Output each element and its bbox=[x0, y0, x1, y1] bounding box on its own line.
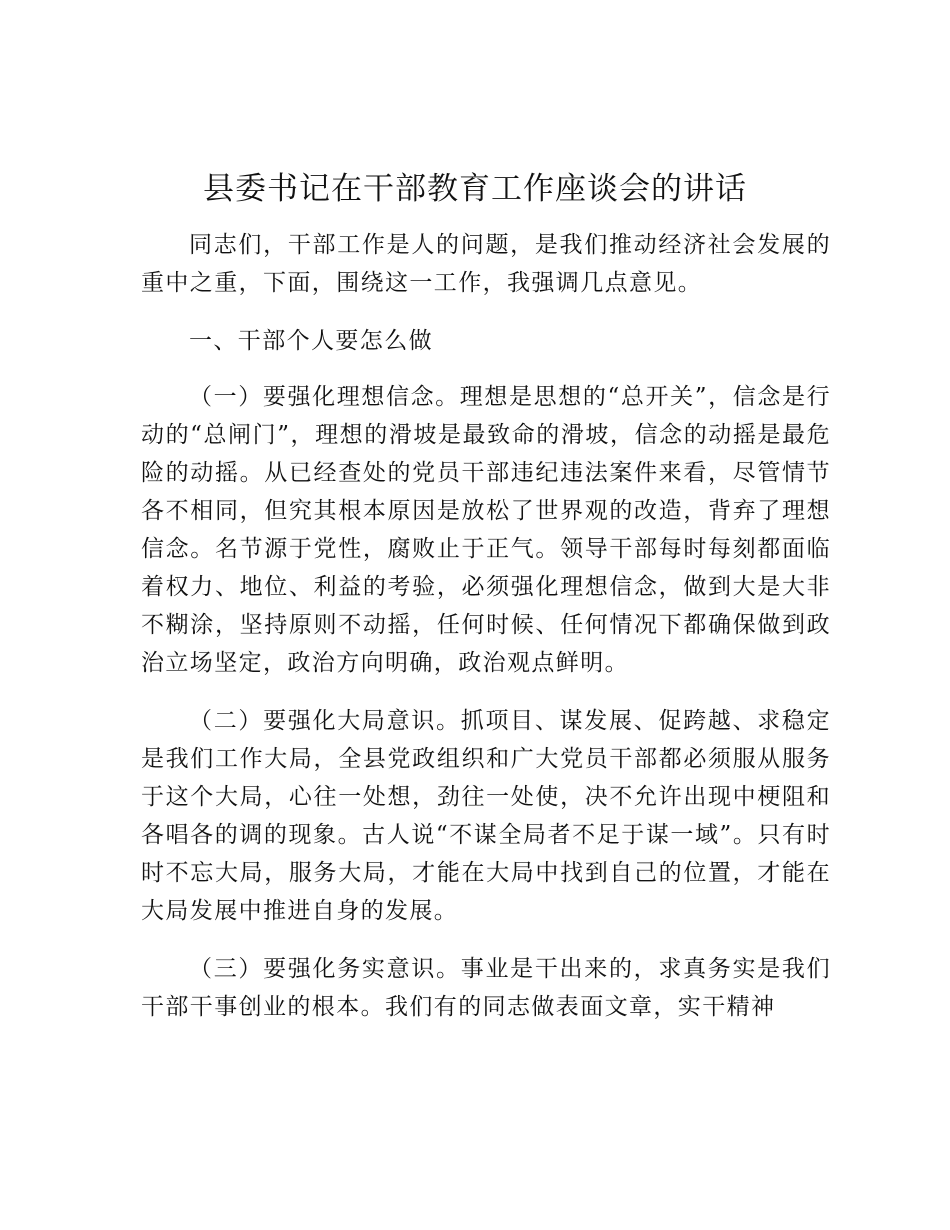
section-heading: 一、干部个人要怎么做 bbox=[189, 328, 433, 354]
paragraph-pragmatism: （三）要强化务实意识。事业是干出来的，求真务实是我们干部干事创业的根本。我们有的同志做表面文章，实干精神 bbox=[141, 956, 831, 1020]
paragraph-overall-situation: （二）要强化大局意识。抓项目、谋发展、促跨越、求稳定是我们工作大局，全县党政组织和广大党员干部都必须服从服务于这个大局，心往一处想，劲往一处使，决不允许出现中梗阻和各唱各的调的现象。古人说“不谋全局者不足于谋一域”。只有时时不忘大局，服务大局，才能在大局中找到自己的位置，才能在大局发展中推进自身的发展。 bbox=[141, 708, 831, 924]
intro-paragraph: 同志们，干部工作是人的问题，是我们推动经济社会发展的重中之重，下面，围绕这一工作，我强调几点意见。 bbox=[141, 232, 831, 296]
paragraph-ideals: （一）要强化理想信念。理想是思想的“总开关”，信念是行动的“总闸门”，理想的滑坡是最致命的滑坡，信念的动摇是最危险的动摇。从已经查处的党员干部违纪违法案件来看，尽管情节各不相同，但究其根本原因是放松了世界观的改造，背弃了理想信念。名节源于党性，腐败止于正气。领导干部每时每刻都面临着权力、地位、利益的考验，必须强化理想信念，做到大是大非不糊涂，坚持原则不动摇，任何时候、任何情况下都确保做到政治立场坚定，政治方向明确，政治观点鲜明。 bbox=[141, 384, 831, 676]
document-body bbox=[141, 226, 831, 1046]
document-title: 县委书记在干部教育工作座谈会的讲话 bbox=[203, 171, 747, 207]
